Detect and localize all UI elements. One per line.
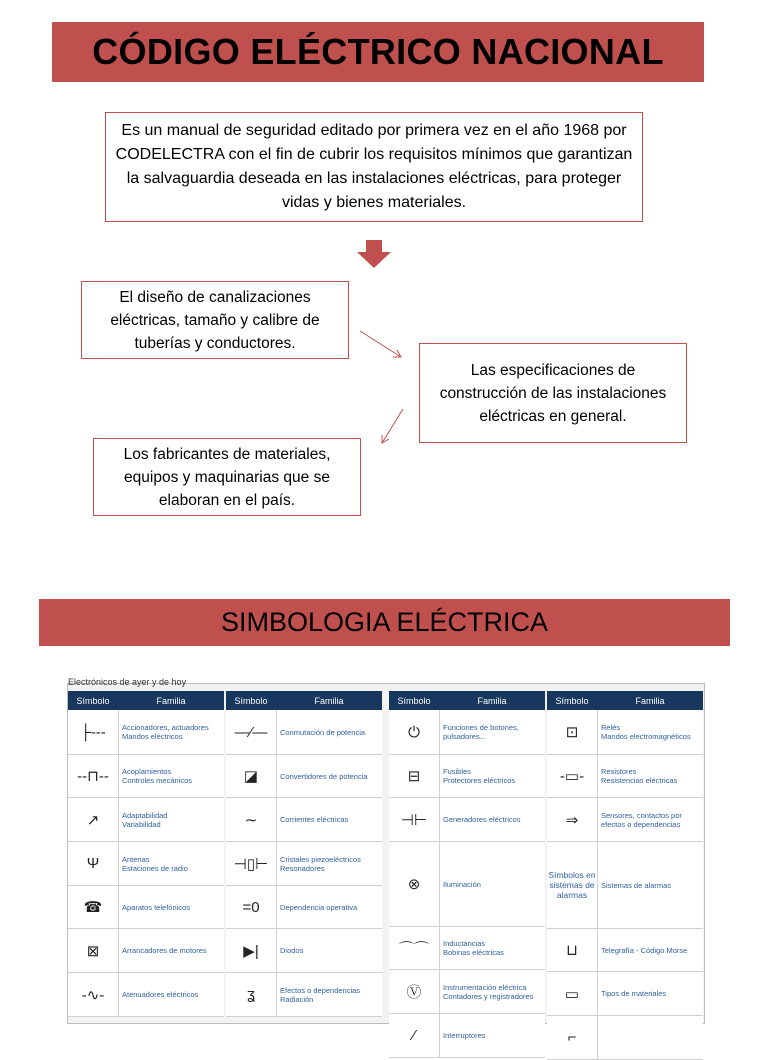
table-row	[547, 1016, 703, 1060]
symbol-table	[67, 677, 705, 1046]
column-header	[389, 691, 545, 710]
family-label: Resistores Resistencias eléctricas	[601, 767, 678, 785]
table-row	[68, 842, 224, 886]
family-label: Conmutación de potencia	[280, 727, 366, 737]
table-row	[547, 710, 703, 755]
symbol-column	[68, 691, 224, 1017]
section-title: SIMBOLOGIA ELÉCTRICA	[220, 607, 549, 637]
symbol-icon: Ψ	[68, 842, 119, 885]
symbol-icon: ⌒⌒	[389, 927, 440, 969]
symbol-icon: -▭-	[547, 755, 598, 797]
symbol-icon: ⊣▯⊢	[226, 842, 277, 885]
header-family: Familia	[477, 695, 507, 706]
family-label: Iluminación	[443, 879, 481, 889]
family-label: Accionadores, actuadores Mandos eléctricos	[122, 723, 209, 741]
symbol-icon: ⊠	[68, 929, 119, 972]
arrow-line-right	[360, 331, 401, 357]
column-header	[547, 691, 703, 710]
table-row	[547, 972, 703, 1016]
table-row	[226, 973, 382, 1017]
symbol-icon: ▶|	[226, 929, 277, 972]
table-caption: Electrónicos de ayer y de hoy	[68, 677, 187, 687]
symbol-icon: Ⓥ	[389, 970, 440, 1013]
page-title: CÓDIGO ELÉCTRICO NACIONAL	[92, 31, 664, 72]
family-label: Antenas Estaciones de radio	[122, 854, 188, 873]
makers-text: Los fabricantes de materiales, equipos y maquinarias que se elaboran en el país.	[123, 445, 331, 509]
table-row	[68, 710, 224, 755]
table-row	[226, 710, 382, 755]
table-row	[226, 842, 382, 886]
table-row	[547, 842, 703, 929]
header-family: Familia	[635, 695, 665, 706]
symbol-column	[547, 691, 703, 1060]
symbol-column	[226, 691, 382, 1017]
table-row	[389, 970, 545, 1014]
family-label: Cristales piezoeléctricos Resonadores	[280, 854, 361, 873]
family-label: Diodos	[280, 946, 304, 955]
symbol-icon: ⏻	[389, 710, 440, 754]
header-symbol: Símbolo	[234, 695, 268, 706]
table-row	[547, 798, 703, 842]
family-label: Sistemas de alarmas	[601, 880, 672, 890]
table-row	[226, 798, 382, 842]
table-row	[547, 755, 703, 798]
symbol-icon: ▭	[547, 972, 598, 1015]
column-header	[68, 691, 224, 710]
symbol-icon: ├---	[68, 710, 119, 754]
family-label: Efectos o dependencias Radiación	[280, 985, 361, 1004]
symbol-icon: =0	[226, 886, 277, 928]
family-label: Telegrafía - Código Morse	[601, 945, 688, 955]
header-symbol: Símbolo	[397, 695, 431, 706]
family-label: Acoplamientos Controles mecánicos	[122, 767, 193, 785]
symbol-icon: ⇒	[547, 798, 598, 841]
family-label: Dependencia operativa	[280, 902, 358, 912]
table-row	[389, 710, 545, 755]
header-family: Familia	[156, 695, 186, 706]
specs-text: Las especificaciones de construcción de las instalaciones eléctricas en general.	[439, 361, 667, 425]
symbol-icon: ☎	[68, 886, 119, 928]
specs-box	[419, 343, 687, 443]
family-label: Inductancias Bobinas eléctricas	[443, 939, 504, 957]
symbol-icon: ⁄	[389, 1014, 440, 1057]
column-header	[226, 691, 382, 710]
table-row	[68, 973, 224, 1017]
family-label: Instrumentación eléctrica Contadores y registradores	[443, 982, 534, 1001]
table-row	[226, 929, 382, 973]
table-row	[226, 886, 382, 929]
family-label: Funciones de botones, pulsadores...	[443, 723, 519, 741]
design-box	[81, 281, 349, 359]
symbol-icon: ↗	[68, 798, 119, 841]
family-label: Convertidores de potencia	[280, 771, 368, 781]
table-row	[389, 842, 545, 927]
section-banner	[39, 599, 730, 646]
symbol-icon: Símbolos en sistemas de alarmas	[547, 842, 598, 928]
family-label: Generadores eléctricos	[443, 815, 521, 824]
family-label: Interruptores	[443, 1031, 486, 1040]
symbol-icon: —⁄—	[226, 710, 277, 754]
table-row	[68, 929, 224, 973]
family-label: Arrancadores de motores	[122, 946, 207, 955]
symbol-icon: ∼	[226, 798, 277, 841]
intro-text: Es un manual de seguridad editado por primera vez en el año 1968 por CODELECTRA con el fin de cubrir los requisitos mínimos que garantizan la salvaguardia deseada en las instalaciones eléctricas, para proteger vidas y bienes materiales.	[115, 122, 633, 211]
symbol-icon: ◪	[226, 755, 277, 797]
symbol-icon: ⌐	[547, 1016, 598, 1059]
down-arrow-icon	[357, 240, 391, 268]
symbol-icon: ⊔	[547, 929, 598, 971]
symbol-icon: ⊟	[389, 755, 440, 797]
header-symbol: Símbolo	[76, 695, 110, 706]
table-row	[389, 798, 545, 842]
family-label	[598, 1016, 703, 1059]
table-row	[68, 886, 224, 929]
makers-box	[93, 438, 361, 516]
design-text: El diseño de canalizaciones eléctricas, tamaño y calibre de tuberías y conductores.	[110, 288, 320, 352]
family-label: Sensores, contactos por efectos o dependencias	[601, 810, 682, 829]
family-label: Fusibles Protectores eléctricos	[443, 767, 516, 785]
symbol-icon: ⊗	[389, 842, 440, 926]
arrow-line-left	[382, 409, 403, 443]
table-row	[68, 755, 224, 798]
family-label: Corrientes eléctricas	[280, 815, 349, 824]
symbol-icon: --⊓--	[68, 755, 119, 797]
family-label: Tipos de materiales	[601, 989, 667, 998]
table-row	[547, 929, 703, 972]
symbol-icon: ⊡	[547, 710, 598, 754]
table-row	[389, 1014, 545, 1058]
family-label: Aparatos telefónicos	[122, 902, 190, 912]
table-row	[389, 927, 545, 970]
symbol-column	[389, 691, 545, 1058]
symbol-icon: ⊣⊢	[389, 798, 440, 841]
header-family: Familia	[314, 695, 344, 706]
family-label: Relés Mandos electromagnéticos	[601, 723, 691, 741]
table-row	[68, 798, 224, 842]
table-row	[389, 755, 545, 798]
table-row	[226, 755, 382, 798]
family-label: Adaptabilidad Variabilidad	[122, 810, 168, 829]
header-symbol: Símbolo	[555, 695, 589, 706]
symbol-icon: -∿-	[68, 973, 119, 1016]
symbol-icon: ʓ	[226, 973, 277, 1016]
family-label: Atenuadores eléctricos	[122, 990, 199, 999]
